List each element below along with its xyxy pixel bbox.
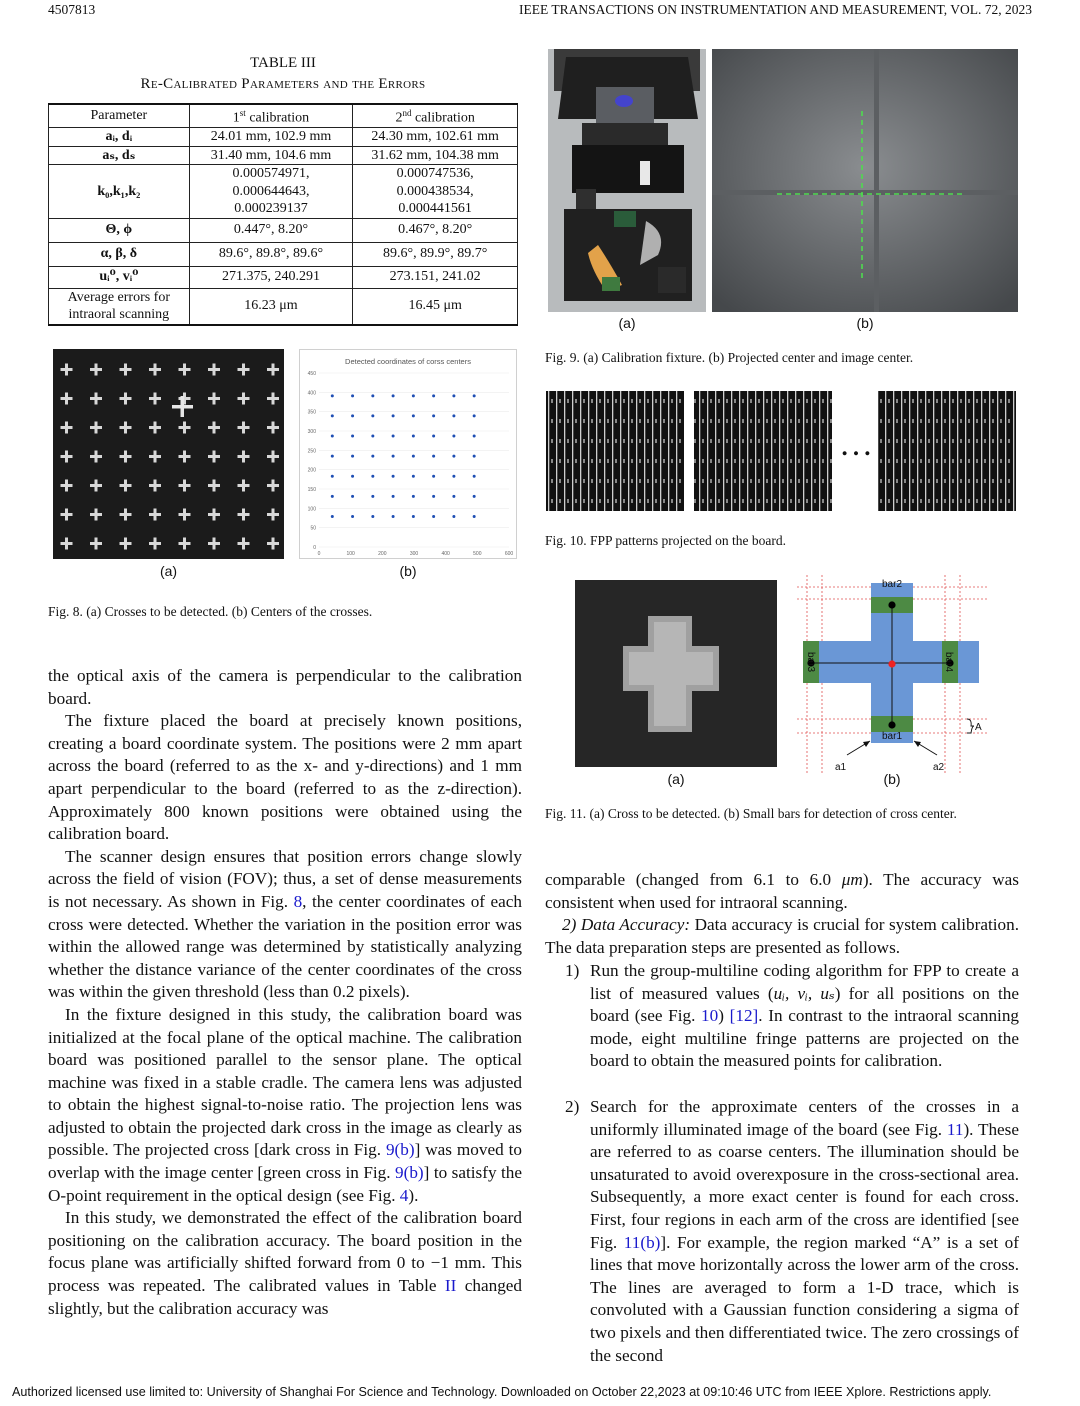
y-tick-label: 50	[310, 525, 316, 532]
left-column	[48, 665, 522, 1320]
data-point	[351, 394, 354, 397]
data-point	[432, 475, 435, 478]
bar1-label: bar1	[881, 731, 903, 742]
data-point	[473, 455, 476, 458]
chart-title: Detected coordinates of corss centers	[345, 357, 471, 366]
data-point	[452, 515, 455, 518]
data-point	[412, 435, 415, 438]
list-number: 2)	[565, 1097, 580, 1116]
data-point	[351, 455, 354, 458]
data-point	[392, 394, 395, 397]
bar3-label: bar3	[805, 652, 816, 673]
crosses-image	[53, 349, 284, 559]
data-point	[473, 394, 476, 397]
table-row: aₛ, dₛ 31.40 mm, 104.6 mm 31.62 mm, 104.38 mm	[49, 146, 518, 165]
data-point	[351, 475, 354, 478]
data-point	[392, 414, 395, 417]
data-point	[412, 394, 415, 397]
y-tick-label: 0	[313, 545, 316, 551]
table-caption-title: Re-Calibrated Parameters and the Errors	[140, 76, 426, 92]
paragraph: The scanner design ensures that position errors change slowly across the field of vision (FOV); thus, a set of dense measurements is not necessary. As shown in Fig. 8, the center coordinates of each cross were detected. Whether the variation in the position error was within the allowed range was determined by statistically analyzing whether the distance variance of the center coordinates of the cross was within the given threshold (less than 0.2 pixels).	[48, 846, 522, 1002]
table-caption-number: TABLE III	[250, 55, 316, 71]
table-row: aᵢ, dᵢ 24.01 mm, 102.9 mm 24.30 mm, 102.61 mm	[49, 128, 518, 147]
fig8-label-a: (a)	[159, 563, 178, 579]
parameters-table	[48, 103, 518, 326]
data-point	[452, 495, 455, 498]
data-point	[371, 495, 374, 498]
paragraph: In the fixture designed in this study, the calibration board was initialized at the focal plane of the optical machine. The calibration board was positioned parallel to the sensor plane. The optical machine was fixed in a stable cradle. The camera lens was adjusted to obtain the highest signal-to-noise ratio. The projection lens was adjusted to obtain the projected dark cross in the image as clearly as possible. The projected cross [dark cross in Fig. 9(b)] was moved to overlap with the image center [green cross in Fig. 9(b)] to satisfy the O-point requirement in the optical design (see Fig. 4).	[48, 1004, 522, 1205]
paragraph: In this study, we demonstrated the effect of the calibration board positioning on the calibration accuracy. The board position in the focus plane was artificially shifted forward from 0 to −1 mm. This process was repeated. The calibrated values in Table II changed slightly, but the calibration accuracy was	[48, 1208, 523, 1318]
x-tick-label: 100	[346, 551, 355, 557]
data-point	[432, 515, 435, 518]
ref-12[interactable]: [12]	[729, 1006, 759, 1026]
data-point	[432, 495, 435, 498]
data-point	[392, 435, 395, 438]
data-point	[473, 414, 476, 417]
ref-fig9b[interactable]: 9(b)	[395, 1163, 424, 1183]
table-row: k₀,k₁,k₂ 0.000574971, 0.000644643, 0.000239137 0.000747536, 0.000438534, 0.000441561	[49, 165, 518, 219]
fig11-caption: Fig. 11. (a) Cross to be detected. (b) Small bars for detection of cross center.	[545, 806, 957, 821]
ref-fig10[interactable]: 10	[701, 1006, 719, 1026]
x-tick-label: 0	[317, 551, 321, 557]
paragraph: The fixture placed the board at precisely known positions, creating a board coordinate system. The positions were 2 mm apart across the board (referred to as the x- and y-directions) and 1 mm apart perpendicular to the board (referred to as the z-direction). Approximately 800 known positions were obtained using the calibration board.	[48, 711, 522, 844]
data-point	[351, 515, 354, 518]
data-point	[473, 515, 476, 518]
data-point	[371, 414, 374, 417]
section-title: 2) Data Accuracy:	[562, 915, 691, 935]
y-tick-label: 200	[307, 467, 316, 474]
bar4-label: bar4	[943, 652, 954, 673]
y-tick-label: 400	[307, 390, 316, 397]
ref-table2[interactable]: II	[444, 1276, 457, 1296]
bar2-label: bar2	[881, 579, 903, 590]
data-point	[331, 394, 334, 397]
journal-header: IEEE TRANSACTIONS ON INSTRUMENTATION AND MEASUREMENT, VOL. 72, 2023	[518, 2, 1032, 17]
data-point	[371, 515, 374, 518]
data-point	[331, 515, 334, 518]
data-point	[473, 435, 476, 438]
centers-scatter-chart	[299, 349, 517, 559]
list-number: 1)	[565, 961, 580, 980]
data-point	[432, 435, 435, 438]
footer-license: Authorized licensed use limited to: University of Shanghai For Science and Technology. Downloaded on October 22,2023 at 09:10:46 UTC from IEEE Xplore. Restrictions apply.	[12, 1385, 992, 1399]
data-point	[452, 475, 455, 478]
data-point	[331, 414, 334, 417]
data-point	[331, 495, 334, 498]
data-point	[473, 475, 476, 478]
calibration-fixture-photo	[548, 49, 706, 312]
data-point	[331, 435, 334, 438]
data-point	[392, 495, 395, 498]
fig8-label-b: (b)	[399, 563, 417, 579]
a2-label: a2	[933, 762, 945, 773]
data-point	[392, 475, 395, 478]
data-point	[452, 394, 455, 397]
list-item: Run the group-multiline coding algorithm for FPP to create a list of measured values (uᵢ, vᵢ, uₛ) for all positions on the board (see Fig. 10) [12]. In contrast to the intraoral scanning mode, eight multiline fringe patterns are projected on the board to obtain the measured points for calibration.	[590, 961, 1020, 1071]
data-point	[412, 515, 415, 518]
data-point	[452, 414, 455, 417]
x-tick-label: 400	[441, 551, 450, 557]
fig11-label-b: (b)	[883, 771, 901, 787]
table-row: Average errors for intraoral scanning 16.23 μm 16.45 μm	[49, 288, 518, 325]
header-first-calibration: 1st calibration	[189, 104, 353, 128]
x-tick-label: 200	[378, 551, 387, 557]
list-item: Search for the approximate centers of the crosses in a uniformly illuminated image of the board (see Fig. 11). These are referred to as coarse centers. The illumination should be unsaturated to avoid overexposure in the cross-sectional area. Subsequently, a more exact center is found for each cross. First, four regions in each arm of the cross are identified [see Fig. 11(b)]. For example, the region marked “A” is a set of lines that move horizontally across the lower arm of the cross. The lines are averaged to form a 1-D trace, which is convoluted with a Gaussian function considering a sigma of two pixels and then differentiated twice. The zero crossings of the second	[590, 1097, 1019, 1365]
data-point	[351, 495, 354, 498]
data-point	[452, 455, 455, 458]
data-point	[432, 455, 435, 458]
y-tick-label: 300	[307, 429, 316, 435]
data-point	[371, 455, 374, 458]
data-point	[351, 414, 354, 417]
a1-label: a1	[835, 762, 847, 773]
data-point	[392, 515, 395, 518]
projected-center-image	[712, 49, 1018, 312]
page-number: 4507813	[48, 2, 96, 17]
ellipsis: …	[839, 426, 873, 463]
ref-fig4[interactable]: 4	[399, 1185, 409, 1205]
paragraph: 2) Data Accuracy: Data accuracy is crucial for system calibration. The data preparation steps are presented as follows.	[545, 915, 1019, 957]
header-second-calibration: 2nd calibration	[353, 104, 518, 128]
table-row: Θ, ϕ 0.447°, 8.20° 0.467°, 8.20°	[49, 218, 518, 242]
y-tick-label: 250	[307, 448, 316, 455]
data-point	[412, 475, 415, 478]
ref-fig11b[interactable]: 11(b)	[623, 1232, 661, 1252]
ref-fig11[interactable]: 11	[946, 1119, 964, 1139]
data-point	[331, 475, 334, 478]
data-point	[371, 475, 374, 478]
data-point	[452, 435, 455, 438]
data-point	[371, 394, 374, 397]
header-parameter: Parameter	[49, 104, 190, 128]
y-tick-label: 350	[307, 409, 316, 416]
y-tick-label: 150	[307, 487, 316, 493]
ref-fig9b[interactable]: 9(b)	[385, 1140, 415, 1160]
data-point	[412, 455, 415, 458]
data-point	[412, 495, 415, 498]
x-tick-label: 300	[409, 551, 419, 557]
data-point	[392, 455, 395, 458]
data-point	[371, 435, 374, 438]
data-point	[473, 495, 476, 498]
x-tick-label: 600	[504, 551, 514, 557]
fringe-pattern-1	[546, 391, 684, 511]
data-point	[351, 435, 354, 438]
table-header-row	[49, 104, 518, 128]
fig10-caption: Fig. 10. FPP patterns projected on the board.	[545, 533, 786, 548]
ref-fig8[interactable]: 8	[293, 891, 303, 911]
fig9-label-b: (b)	[856, 315, 874, 331]
region-a-label: A	[975, 722, 982, 733]
table-row: uᵢ⁰, vᵢ⁰ 271.375, 240.291 273.151, 241.02	[49, 266, 518, 288]
paragraph: comparable (changed from 6.1 to 6.0 μm). The accuracy was consistent when used for intraoral scanning.	[545, 870, 1019, 912]
data-point	[432, 394, 435, 397]
fig9-caption: Fig. 9. (a) Calibration fixture. (b) Projected center and image center.	[545, 350, 914, 365]
fringe-pattern-n	[878, 391, 1016, 511]
x-tick-label: 500	[473, 551, 482, 557]
fig8-caption: Fig. 8. (a) Crosses to be detected. (b) Centers of the crosses.	[48, 604, 373, 619]
single-cross-image	[575, 580, 777, 767]
data-point	[432, 414, 435, 417]
fig11-label-a: (a)	[667, 771, 685, 787]
data-point	[412, 414, 415, 417]
data-point	[331, 455, 334, 458]
fringe-pattern-2	[694, 391, 832, 511]
fig9-label-a: (a)	[618, 315, 636, 331]
y-tick-label: 100	[307, 506, 316, 513]
cross-bars-diagram	[797, 575, 1007, 775]
table-row: α, β, δ 89.6°, 89.8°, 89.6° 89.6°, 89.9°, 89.7°	[49, 242, 518, 266]
y-tick-label: 450	[307, 371, 316, 377]
right-column-intro	[545, 869, 1019, 959]
paragraph: the optical axis of the camera is perpendicular to the calibration board.	[48, 666, 522, 708]
